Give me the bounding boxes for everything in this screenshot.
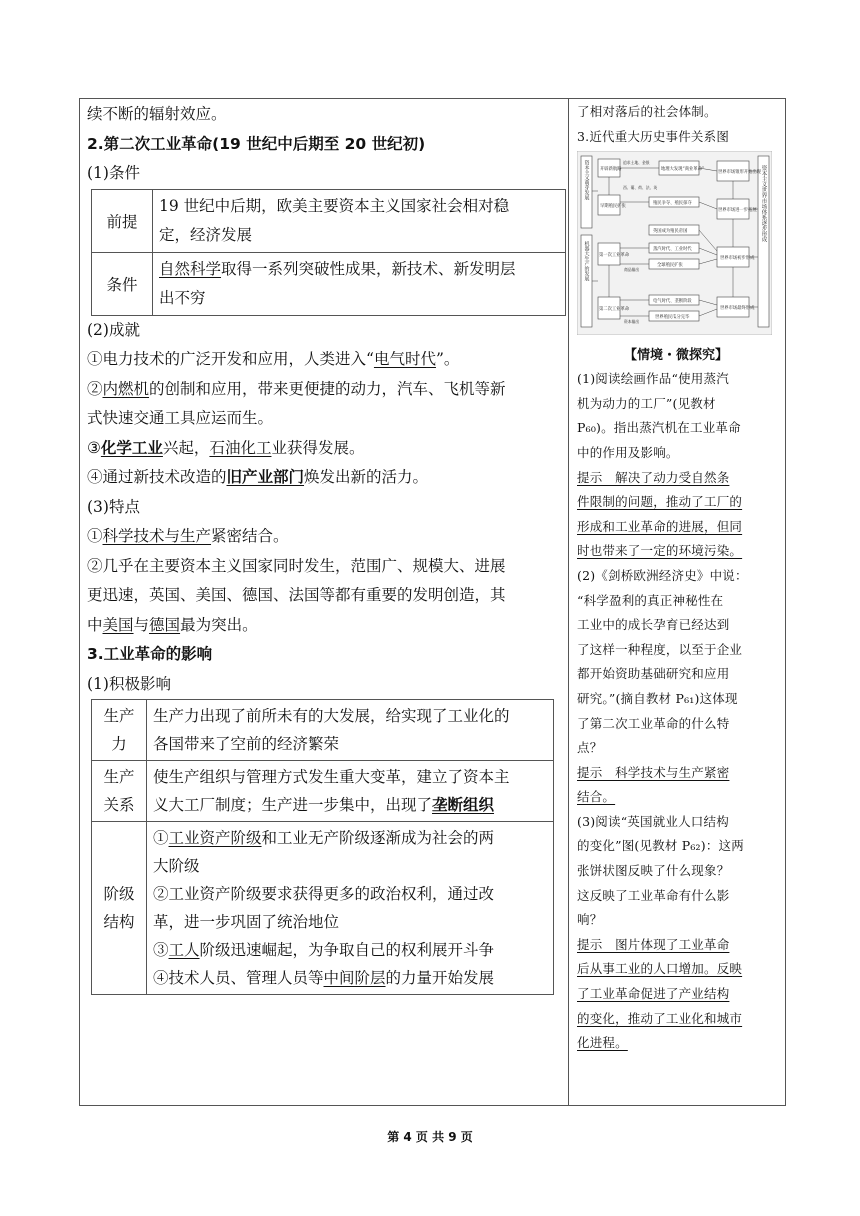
diagram-text: 第一次工业革命 [599,253,630,259]
row-line: 19 世纪中后期，欧美主要资本主义国家社会相对稳 [159,196,510,215]
column-divider [568,98,569,1106]
side-column [577,100,775,1056]
main-column [87,100,562,995]
diagram-text: 机器大生产的发展 [583,241,590,282]
achievement-4: ④通过新技术改造的旧产业部门焕发出新的活力。 [87,468,429,486]
diagram-text: 第二次工业革命 [599,307,630,313]
impact-table [91,699,554,995]
side-top-line: 了相对落后的社会体制。 [577,104,717,119]
key-term: 中间阶层 [323,969,386,987]
achievements-heading: (2)成就 [87,320,140,339]
question-3: (3)阅读“英国就业人口结构 的变化”图(见教材 P₆₂)：这两 张饼状图反映了什么现象？ 这反映了工业革命有什么影 响？ [577,813,744,928]
key-term: 内燃机 [102,379,150,398]
continuation-text: 续不断的辐射效应。 [87,105,227,123]
row-label: 生产 关系 [92,761,147,822]
history-relation-diagram [577,151,772,335]
diagram-title: 3.近代重大历史事件关系图 [577,128,730,144]
diagram-text: 世界市场进一步拓展 [718,208,757,214]
key-term: 工人 [168,941,200,959]
achievement-3: ③化学工业兴起，石油化工业获得发展。 [87,438,365,457]
achievement-1: ①电力技术的广泛开发和应用，人类进入“电气时代”。 [87,350,460,368]
table-row [92,761,554,822]
answer-1: 提示 解决了动力受自然条 件限制的问题，推动了工厂的 形成和工业革命的进展，但同 时也带来了一定的环境污染。 [577,469,743,559]
inquiry-section-title: 【情境・微探究】 [623,348,728,364]
key-term: 石油化工 [209,438,272,457]
row-line: 出不穷 [159,288,206,307]
diagram-text: 资本主义世界市场体系逐步形成 [760,165,767,243]
diagram-text: 英国成为殖民帝国 [653,229,688,235]
table-row [92,822,554,995]
diagram-text: 世界市场最终形成 [720,306,755,312]
feature-2-line3: 中美国与德国最为突出。 [87,615,258,634]
achievement-2: ②内燃机的创制和应用，带来更便捷的动力，汽车、飞机等新 [87,379,506,398]
key-term: 德国 [149,615,181,634]
feature-2-line1: ②几乎在主要资本主义国家同时发生，范围广、规模大、进展 [87,556,506,575]
page-footer: 第 4 页 共 9 页 [387,1130,473,1144]
diagram-text: 世界殖民瓜分完毕 [655,315,690,321]
diagram-text: 早期殖民扩张 [600,204,626,210]
diagram-text: 地理大发现“商业革命” [661,167,705,173]
diagram-text: 世界市场初步形成 [720,256,755,262]
key-term: 垄断组织 [432,796,495,814]
row-label: 条件 [92,252,153,315]
row-label: 阶级 结构 [92,822,147,995]
diagram-text: 殖民争夺、殖民掠夺 [653,201,692,207]
positive-heading: (1)积极影响 [87,674,171,693]
section-2-title: 2.第二次工业革命(19 世纪中后期至 20 世纪初) [87,134,426,153]
section-3-title: 3.工业革命的影响 [87,645,213,663]
diagram-text: 全球殖民扩张 [657,263,683,269]
feature-2-line2: 更迅速，英国、美国、德国、法国等都有重要的发明创造，其 [87,586,506,604]
diagram-text: 电气时代、垄断阶段 [653,299,692,305]
row-content [153,189,566,252]
feature-1: ①科学技术与生产紧密结合。 [87,527,289,545]
diagram-text: 资本主义萌芽发展 [583,160,590,201]
key-term: 旧产业部门 [226,468,305,486]
key-term: 美国 [102,615,134,634]
features-heading: (3)特点 [87,497,140,516]
row-line: 自然科学取得一系列突破性成果，新技术、新发明层 [159,259,516,278]
diagram-text: 追求土地、金银 [623,160,650,166]
diagram-text: 蒸汽时代、工业时代 [653,247,692,253]
question-1: (1)阅读绘画作品“使用蒸汽 机为动力的工厂”(见教材 P₆₀)。指出蒸汽机在工业革命 中的作用及影响。 [577,371,741,460]
row-content: 生产力出现了前所未有的大发展，给实现了工业化的 各国带来了空前的经济繁荣 [147,700,554,761]
conditions-heading: (1)条件 [87,164,140,182]
row-line: 定，经济发展 [159,225,253,244]
diagram-text: 开辟新航路 [600,167,622,173]
answer-2: 提示 科学技术与生产紧密 结合。 [577,764,730,805]
key-term: 工业资产阶级 [168,829,262,847]
row-content [153,252,566,315]
question-2: (2)《剑桥欧洲经济史》中说： “科学盈利的真正神秘性在 工业中的成长孕育已经达到 了这样一种程度，以至于企业 都开始资助基础研究和应用 研究。”(摘自教材 P₆₁)这体现 了第二次工业革命的什么特 点？ [577,567,748,756]
row-content: 使生产组织与管理方式发生重大变革，建立了资本主 义大工厂制度；生产进一步集中，出现了垄断组织 [147,761,554,822]
diagram-text: 西、葡、荷、法、英 [623,185,658,191]
key-term: 电气时代 [373,350,436,368]
diagram-text: 资本输出 [624,319,640,325]
row-label: 前提 [92,189,153,252]
achievement-2-cont: 式快速交通工具应运而生。 [87,409,274,427]
diagram-text: 世界市场雏形开始出现 [718,170,761,176]
conditions-table [91,189,566,316]
diagram-text: 商品输出 [624,267,640,273]
key-term: 科学技术与生产 [102,527,212,545]
answer-3: 提示 图片体现了工业革命 后从事工业的人口增加。反映 了工业革命促进了产业结构 的变化，推动了工业化和城市 化进程。 [577,936,743,1051]
row-content: ①工业资产阶级和工业无产阶级逐渐成为社会的两 大阶级 ②工业资产阶级要求获得更多的政治权利，通过改 革，进一步巩固了统治地位 ③工人阶级迅速崛起，为争取自己的权利展开斗争 ④技术人员、管理人员等中间阶层的力量开始发展 [147,822,554,995]
table-row [92,700,554,761]
table-row [92,252,566,315]
table-row [92,189,566,252]
key-term: 自然科学 [159,259,222,278]
key-term: 化学工业 [100,438,163,457]
row-label: 生产 力 [92,700,147,761]
